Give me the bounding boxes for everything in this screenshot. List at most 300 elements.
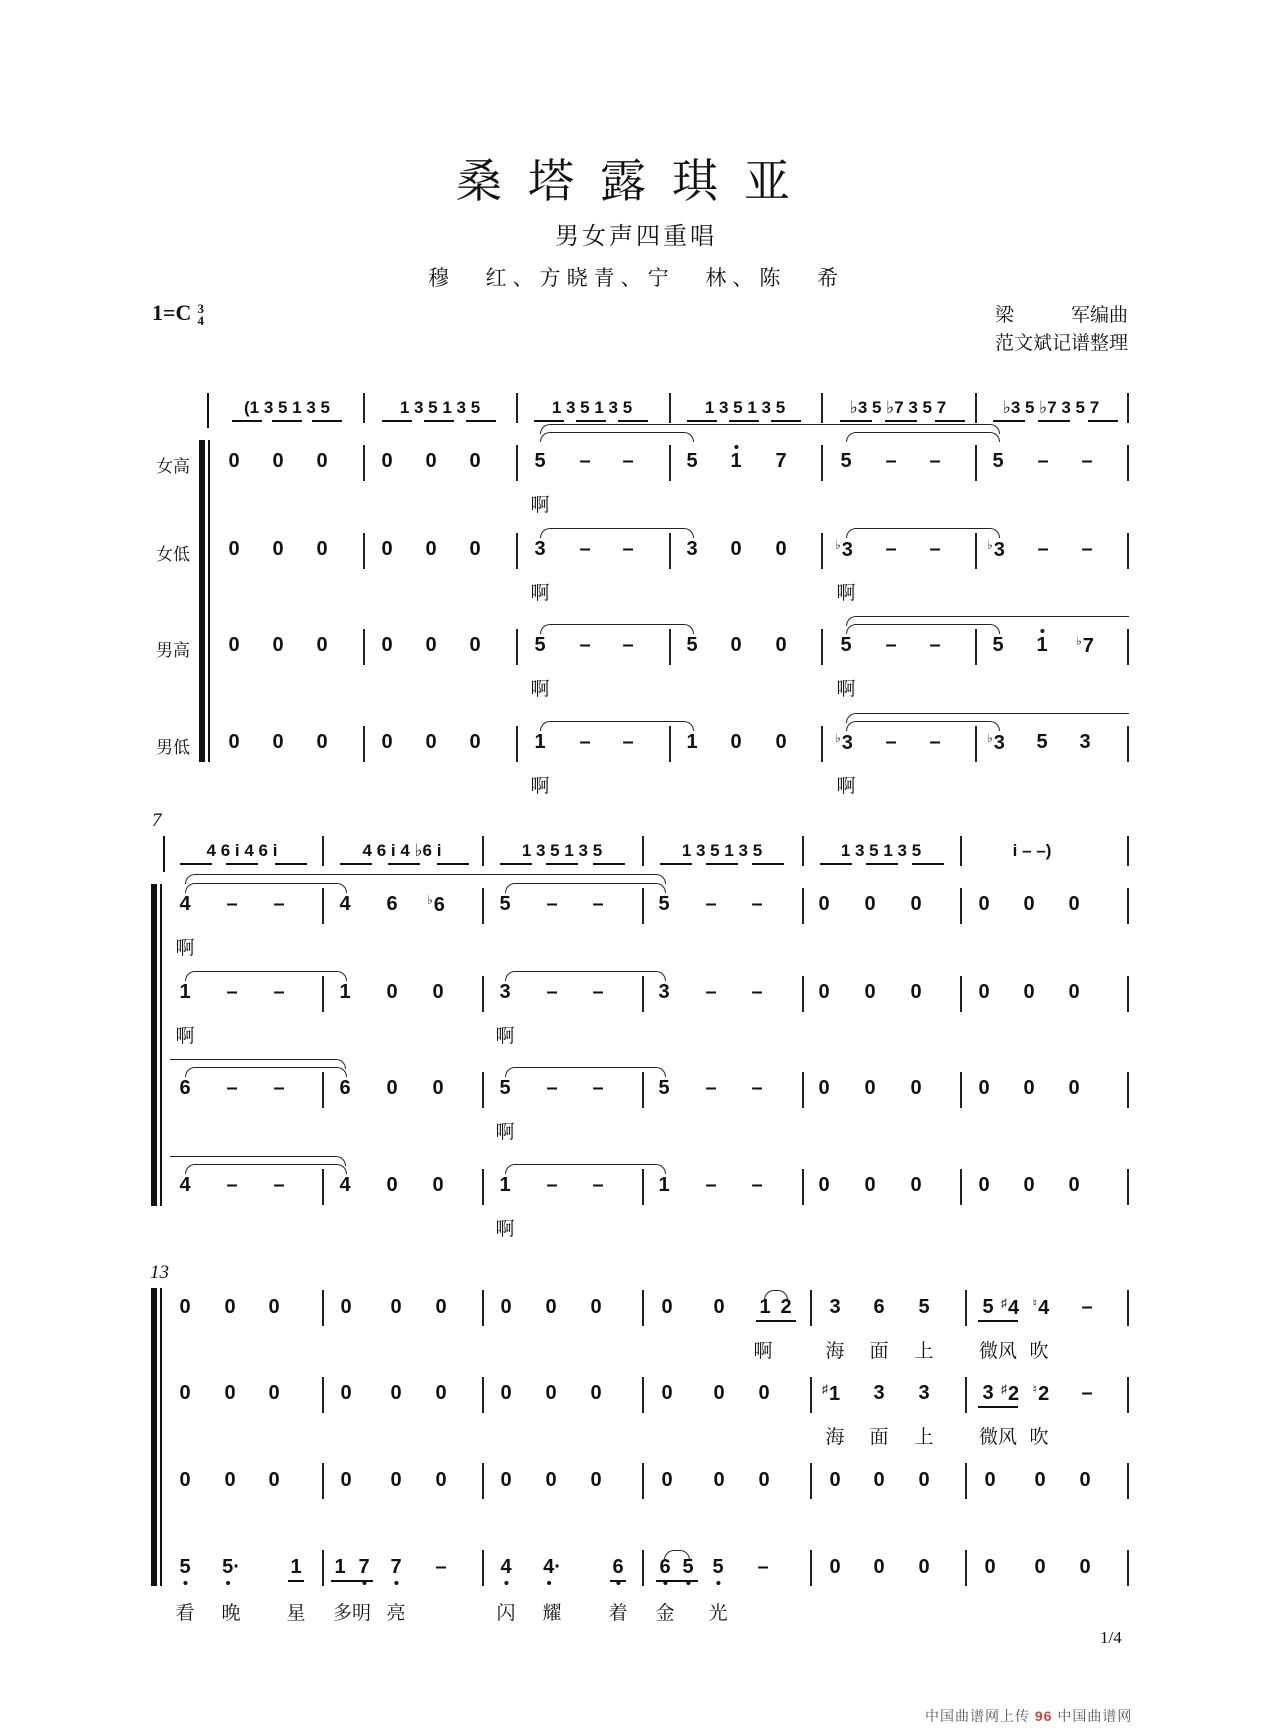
note: 5 — [499, 1077, 511, 1099]
note: 0 — [381, 450, 393, 472]
underline — [771, 420, 801, 422]
note: 0 — [228, 538, 240, 560]
note: 6 — [179, 1077, 191, 1099]
lyric: 上 — [914, 1340, 934, 1362]
note: 0 — [381, 731, 393, 753]
note: 0 — [818, 893, 830, 915]
lyric: 面 — [869, 1426, 889, 1448]
note: ♭3 — [987, 731, 1005, 754]
note: 0 — [590, 1296, 602, 1318]
note: ♭3 — [835, 538, 853, 561]
note: 1 — [534, 731, 546, 753]
note: 0 — [340, 1382, 352, 1404]
note: 0 — [386, 1174, 398, 1196]
note: – — [592, 981, 604, 1003]
barline — [363, 393, 365, 423]
note: – — [751, 893, 763, 915]
note: – — [226, 1174, 238, 1196]
flat-icon: ♭ — [427, 893, 433, 907]
underline — [656, 1580, 698, 1582]
note: 0 — [1023, 981, 1035, 1003]
note: 3 — [499, 981, 511, 1003]
lyric: 面 — [869, 1340, 889, 1362]
barline — [802, 976, 804, 1012]
note: 0 — [425, 634, 437, 656]
slur — [170, 1156, 346, 1166]
low-dot — [716, 1581, 720, 1585]
lyric: 啊 — [530, 775, 550, 797]
barline — [1127, 1290, 1129, 1326]
tie — [505, 1067, 666, 1077]
note: 5 — [534, 450, 546, 472]
note: 0 — [316, 731, 328, 753]
accomp-measure-10: 1 3 5 1 3 5 — [681, 841, 763, 860]
choir-bracket-thin — [160, 884, 162, 1206]
note: 5 — [686, 634, 698, 656]
tie — [185, 971, 347, 981]
barline — [1127, 445, 1129, 481]
note: – — [622, 538, 634, 560]
choir-bracket — [199, 440, 205, 762]
lyric: 啊 — [530, 582, 550, 604]
flat-icon: ♭ — [1076, 634, 1082, 648]
choir-bracket — [151, 884, 157, 1206]
lyric: 亮 — [386, 1602, 406, 1624]
underline — [706, 863, 738, 865]
note: 0 — [984, 1556, 996, 1578]
note: 5 — [712, 1556, 723, 1579]
note: ♭3 — [835, 731, 853, 754]
note: – — [273, 1077, 285, 1099]
note: 0 — [469, 634, 481, 656]
barline — [322, 1463, 324, 1499]
underline — [1088, 420, 1118, 422]
note: 0 — [469, 538, 481, 560]
note: – — [273, 1174, 285, 1196]
lyric: 啊 — [530, 494, 550, 516]
note: 0 — [864, 981, 876, 1003]
barline — [322, 1290, 324, 1326]
lyric: 金 — [655, 1602, 675, 1624]
lyric: 啊 — [175, 937, 195, 959]
watermark-text: 中国曲谱网上传 — [925, 1708, 1030, 1724]
note: 0 — [590, 1382, 602, 1404]
note: 0 — [1023, 893, 1035, 915]
note: 1 — [658, 1174, 670, 1196]
sharp-icon: ♯ — [821, 1382, 828, 1396]
note: – — [751, 1174, 763, 1196]
note: – — [929, 450, 941, 472]
note: 0 — [918, 1469, 930, 1491]
note: 0 — [1068, 893, 1080, 915]
accomp-measure-2: 1 3 5 1 3 5 — [399, 398, 481, 417]
accomp-measure-3: 1 3 5 1 3 5 — [551, 398, 633, 417]
note: – — [579, 731, 591, 753]
note: 0 — [228, 731, 240, 753]
note: 6 — [612, 1556, 623, 1579]
note: – — [885, 731, 897, 753]
underline — [756, 1320, 796, 1322]
lyric: 微风 — [978, 1340, 1018, 1362]
note: 3 — [686, 538, 698, 560]
barline — [821, 445, 823, 481]
underline — [610, 1580, 626, 1582]
lyric: 晚 — [221, 1602, 241, 1624]
note: 0 — [545, 1296, 557, 1318]
note: 0 — [1068, 1077, 1080, 1099]
note: – — [592, 1174, 604, 1196]
note: 3 — [534, 538, 546, 560]
note: 3 — [658, 981, 670, 1003]
note: 0 — [713, 1296, 725, 1318]
high-dot — [734, 445, 738, 449]
note: 0 — [268, 1296, 280, 1318]
barline — [669, 393, 671, 423]
underline — [978, 1320, 1018, 1322]
barline — [322, 1169, 324, 1205]
note: 0 — [469, 450, 481, 472]
note: 7 — [358, 1556, 369, 1579]
note: ♮4 — [1032, 1296, 1050, 1319]
note: – — [1081, 538, 1093, 560]
barline — [960, 836, 962, 866]
barline — [482, 1377, 484, 1413]
note: 3 — [982, 1382, 994, 1404]
system-line — [207, 393, 209, 428]
note: 4· — [543, 1556, 561, 1579]
note: 0 — [272, 450, 284, 472]
note: 0 — [661, 1469, 673, 1491]
note: 0 — [978, 1174, 990, 1196]
note: 0 — [224, 1296, 236, 1318]
barline — [482, 1550, 484, 1586]
note: 5 — [840, 450, 852, 472]
flat-icon: ♭ — [987, 731, 993, 745]
transcriber-credit: 范文斌记谱整理 — [994, 332, 1128, 354]
note: 0 — [435, 1382, 447, 1404]
note: 1 — [759, 1296, 771, 1318]
note: 0 — [224, 1382, 236, 1404]
underline — [340, 863, 372, 865]
note: 0 — [713, 1382, 725, 1404]
note: 4 — [179, 893, 191, 915]
note: 0 — [984, 1469, 996, 1491]
lyric: 啊 — [175, 1025, 195, 1047]
barline — [802, 1072, 804, 1108]
lyric: 吹 — [1029, 1340, 1049, 1362]
underline — [840, 420, 872, 422]
note: 0 — [758, 1469, 770, 1491]
note: 1 — [179, 981, 191, 1003]
lyric: 微风 — [978, 1426, 1018, 1448]
tie — [540, 528, 694, 538]
slur — [846, 616, 1129, 626]
note: 6 — [386, 893, 398, 915]
note: 5 — [686, 450, 698, 472]
note: – — [273, 893, 285, 915]
lyric: 啊 — [530, 678, 550, 700]
note: 0 — [829, 1556, 841, 1578]
low-dot — [547, 1581, 551, 1585]
note: 0 — [661, 1296, 673, 1318]
barline — [322, 976, 324, 1012]
barline — [669, 629, 671, 665]
note: 0 — [730, 538, 742, 560]
note: 0 — [390, 1382, 402, 1404]
choir-bracket-thin — [208, 440, 210, 762]
note: 0 — [1079, 1556, 1091, 1578]
barline — [363, 726, 365, 762]
note: 0 — [775, 634, 787, 656]
underline — [272, 420, 302, 422]
barline — [821, 533, 823, 569]
note: 6 — [873, 1296, 885, 1318]
underline — [993, 420, 1025, 422]
barline — [482, 1072, 484, 1108]
barline — [322, 888, 324, 924]
note: 0 — [425, 731, 437, 753]
note: 1 — [499, 1174, 511, 1196]
note: 1 — [730, 450, 741, 473]
part-label-tenor: 男高 — [156, 641, 190, 661]
accomp-measure-9: 1 3 5 1 3 5 — [521, 841, 603, 860]
choir-bracket — [151, 1288, 157, 1586]
note: – — [1081, 450, 1093, 472]
note: 4 — [500, 1556, 511, 1579]
barline — [322, 1550, 324, 1586]
tie — [846, 528, 1000, 538]
barline — [975, 393, 977, 423]
choir-bracket-thin — [160, 1288, 162, 1586]
note: – — [622, 450, 634, 472]
note: 0 — [272, 634, 284, 656]
accomp-measure-8: 4 6 i 4 ♭6 i — [362, 841, 442, 860]
barline — [516, 533, 518, 569]
note: – — [226, 893, 238, 915]
barline — [810, 1377, 812, 1413]
note: – — [592, 1077, 604, 1099]
note: 0 — [1023, 1174, 1035, 1196]
lyric: 吹 — [1029, 1426, 1049, 1448]
note: 0 — [340, 1469, 352, 1491]
note: ♯2 — [1000, 1382, 1020, 1405]
note: 5 — [179, 1556, 190, 1579]
low-dot — [226, 1581, 230, 1585]
note: 5 — [918, 1296, 930, 1318]
underline — [500, 863, 532, 865]
slur — [170, 1059, 346, 1069]
barline — [975, 629, 977, 665]
note: ♭3 — [987, 538, 1005, 561]
underline — [687, 420, 717, 422]
performers: 穆 红、方晓青、宁 林、陈 希 — [427, 266, 845, 290]
note: 0 — [500, 1296, 512, 1318]
note: – — [885, 634, 897, 656]
part-label-alto: 女低 — [156, 545, 190, 565]
measure-number: 13 — [150, 1262, 169, 1283]
note: 0 — [775, 538, 787, 560]
barline — [975, 533, 977, 569]
lyric: 啊 — [495, 1025, 515, 1047]
barline — [802, 888, 804, 924]
accomp-measure-11: 1 3 5 1 3 5 — [840, 841, 922, 860]
underline — [885, 420, 917, 422]
note: – — [579, 450, 591, 472]
barline — [965, 1550, 967, 1586]
barline — [1127, 976, 1129, 1012]
time-signature: 3 4 — [197, 300, 204, 328]
barline — [642, 1550, 644, 1586]
low-dot — [183, 1581, 187, 1585]
low-dot — [504, 1581, 508, 1585]
barline — [1127, 726, 1129, 762]
note: 0 — [432, 1077, 444, 1099]
lyric: 啊 — [836, 582, 856, 604]
underline — [912, 863, 944, 865]
natural-icon: ♮ — [1032, 1296, 1038, 1310]
note: – — [751, 981, 763, 1003]
underline — [660, 863, 692, 865]
note: – — [226, 1077, 238, 1099]
accomp-measure-1: (1 3 5 1 3 5 — [243, 398, 331, 417]
note: 0 — [268, 1469, 280, 1491]
barline — [960, 888, 962, 924]
lyric: 闪 — [496, 1602, 516, 1624]
barline — [1127, 836, 1129, 866]
barline — [642, 836, 644, 866]
note: 0 — [500, 1469, 512, 1491]
note: – — [1037, 450, 1049, 472]
underline — [978, 1406, 1018, 1408]
note: – — [546, 981, 558, 1003]
barline — [516, 726, 518, 762]
note: 0 — [978, 1077, 990, 1099]
note: 0 — [775, 731, 787, 753]
note: 0 — [864, 893, 876, 915]
key-label: 1=C — [152, 300, 192, 325]
barline — [363, 445, 365, 481]
page-number: 1/4 — [1100, 1628, 1122, 1647]
barline — [810, 1550, 812, 1586]
barline — [821, 726, 823, 762]
barline — [642, 1072, 644, 1108]
barline — [642, 1463, 644, 1499]
flat-icon: ♭ — [835, 731, 841, 745]
note: 0 — [758, 1382, 770, 1404]
note: 0 — [730, 634, 742, 656]
note: 0 — [386, 1077, 398, 1099]
note: 5 — [682, 1556, 693, 1579]
underline — [618, 420, 648, 422]
note: – — [546, 893, 558, 915]
barline — [516, 445, 518, 481]
note: – — [929, 538, 941, 560]
barline — [1127, 533, 1129, 569]
note: – — [273, 981, 285, 1003]
barline — [960, 1072, 962, 1108]
lyric: 啊 — [836, 775, 856, 797]
note: – — [622, 731, 634, 753]
flat-icon: ♭ — [835, 538, 841, 552]
barline — [960, 1169, 962, 1205]
note: 5 — [499, 893, 511, 915]
high-dot — [1040, 629, 1044, 633]
note: 0 — [661, 1382, 673, 1404]
barline — [975, 445, 977, 481]
note: 0 — [316, 450, 328, 472]
barline — [802, 1169, 804, 1205]
system-line — [163, 836, 165, 872]
underline — [388, 863, 420, 865]
note: 0 — [978, 893, 990, 915]
note: 3 — [873, 1382, 885, 1404]
note: 4 — [179, 1174, 191, 1196]
lyric: 啊 — [495, 1218, 515, 1240]
slur — [846, 713, 1129, 723]
note: 7 — [775, 450, 787, 472]
tie — [664, 1550, 690, 1560]
barline — [363, 533, 365, 569]
note: 5 — [658, 1077, 670, 1099]
barline — [482, 976, 484, 1012]
note: – — [705, 1174, 717, 1196]
underline — [576, 420, 606, 422]
tie — [764, 1290, 788, 1300]
note: – — [592, 893, 604, 915]
barline — [516, 629, 518, 665]
underline — [424, 420, 454, 422]
accomp-measure-12: i – –) — [1012, 841, 1052, 860]
note: 0 — [316, 538, 328, 560]
underline — [752, 863, 784, 865]
note: 0 — [1034, 1556, 1046, 1578]
barline — [802, 836, 804, 866]
sharp-icon: ♯ — [1000, 1296, 1007, 1310]
part-label-bass: 男低 — [156, 738, 190, 758]
note: – — [1037, 538, 1049, 560]
barline — [669, 445, 671, 481]
lyric: 耀 — [542, 1602, 562, 1624]
underline — [232, 420, 262, 422]
underline — [1038, 420, 1070, 422]
note: ♭7 — [1076, 634, 1094, 657]
note: 6 — [339, 1077, 351, 1099]
underline — [275, 863, 307, 865]
note: – — [885, 450, 897, 472]
underline — [593, 863, 625, 865]
flat-icon: ♭ — [987, 538, 993, 552]
note: 0 — [1023, 1077, 1035, 1099]
note: 5 — [658, 893, 670, 915]
note: 6 — [659, 1556, 670, 1579]
barline — [322, 836, 324, 866]
note: 5 — [982, 1296, 994, 1318]
underline — [866, 863, 898, 865]
note: 0 — [910, 1174, 922, 1196]
barline — [482, 888, 484, 924]
lyric: 星 — [286, 1602, 306, 1624]
note: – — [226, 981, 238, 1003]
note: 0 — [381, 634, 393, 656]
note: 0 — [590, 1469, 602, 1491]
lyric: 上 — [914, 1426, 934, 1448]
barline — [669, 533, 671, 569]
barline — [482, 1463, 484, 1499]
note: 0 — [545, 1469, 557, 1491]
underline — [382, 420, 412, 422]
note: 1 — [339, 981, 351, 1003]
part-label-soprano: 女高 — [156, 457, 190, 477]
